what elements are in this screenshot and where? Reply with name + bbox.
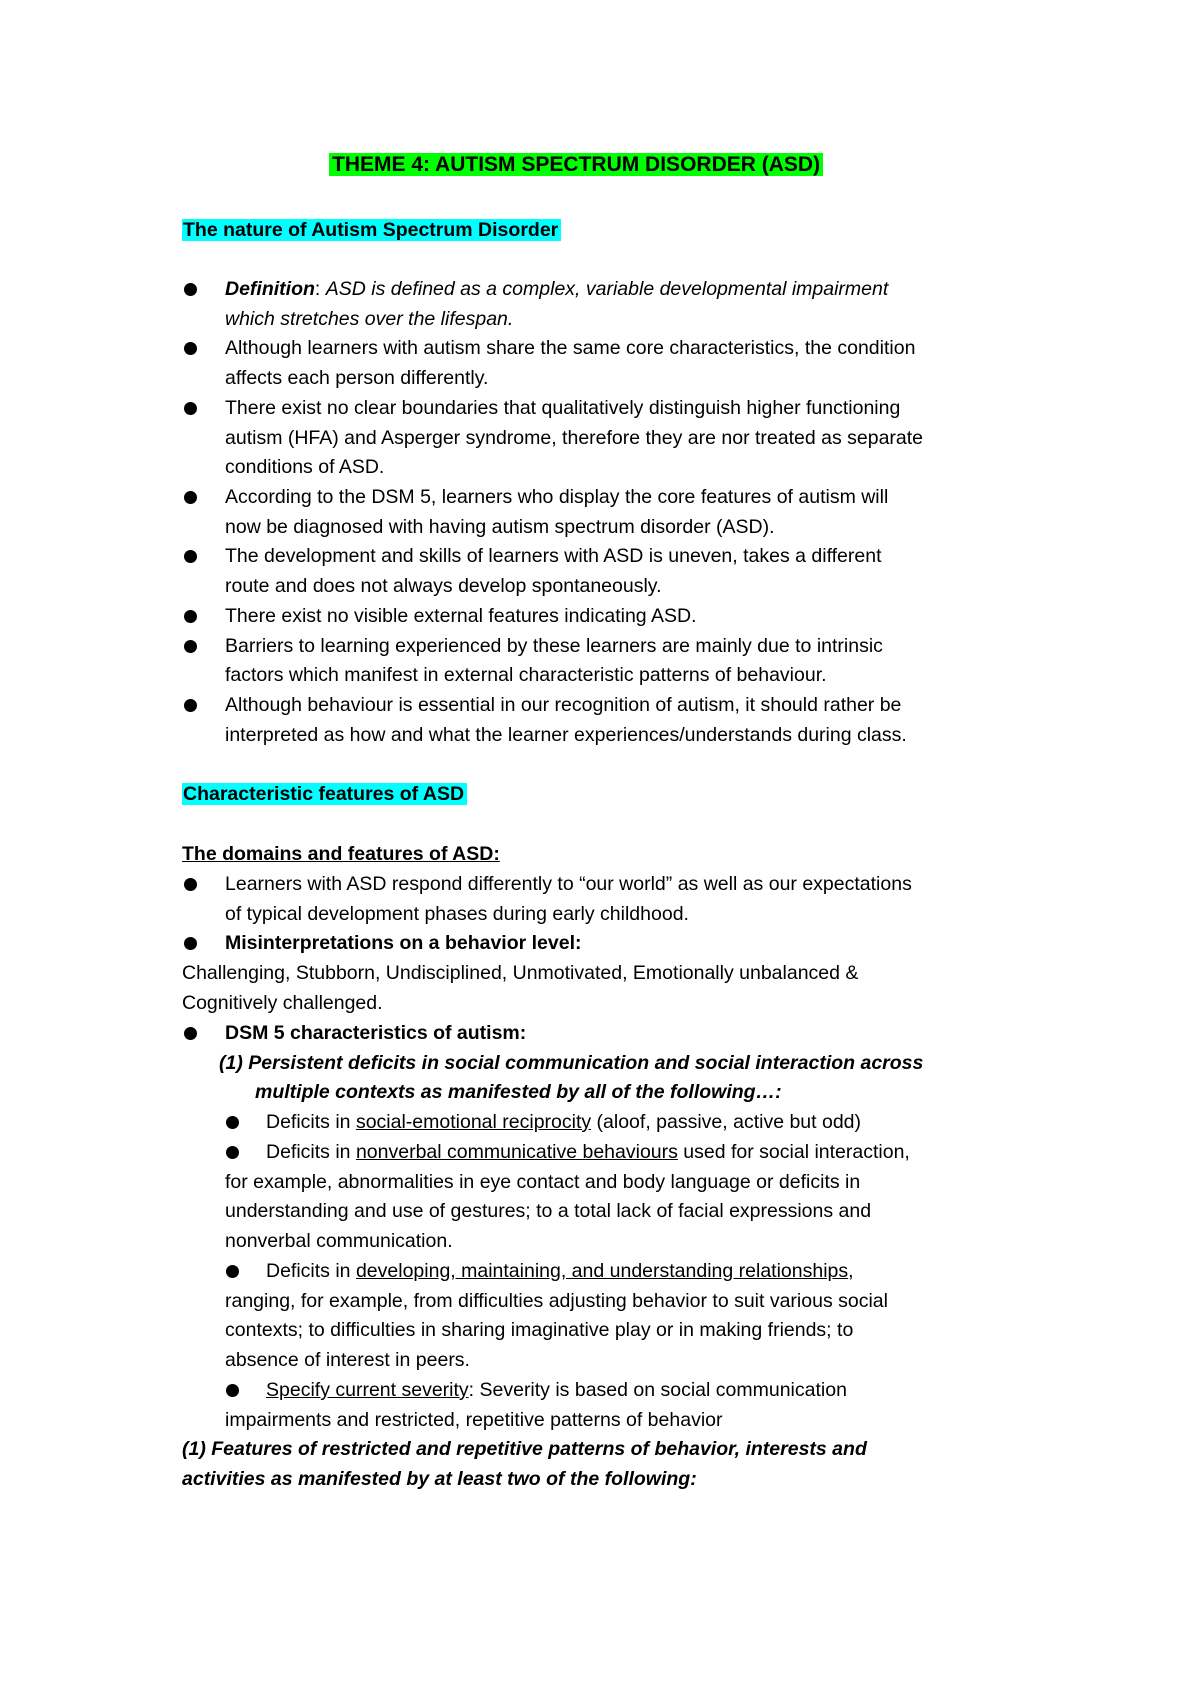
bullet-icon [226,1384,239,1397]
bullet-icon [184,283,197,296]
bullet-7-line-2: factors which manifest in external characteristic patterns of behaviour. [225,664,827,686]
sub-bullet-2-underlined: nonverbal communicative behaviours [355,1141,678,1163]
definition-label: Definition [225,278,315,300]
bullet-icon [226,1146,239,1159]
definition-colon: : [314,278,326,300]
bullet-icon [226,1116,239,1129]
sub-bullet-3-line-4: absence of interest in peers. [225,1349,470,1371]
dsm5-label: DSM 5 characteristics of autism: [225,1022,527,1044]
bullet-8-line-2: interpreted as how and what the learner experiences/understands during class. [225,724,907,746]
sub-bullet-1-pre: Deficits in [266,1111,356,1133]
bullet-icon [184,342,197,355]
sub-bullet-3-line-3: contexts; to difficulties in sharing imaginative play or in making friends; to [225,1319,854,1341]
sub-bullet-2-line-3: understanding and use of gestures; to a total lack of facial expressions and [225,1200,872,1222]
bullet-5-line-2: route and does not always develop spontaneously. [225,575,662,597]
bullet-icon [184,640,197,653]
sub-bullet-3-line-2: ranging, for example, from difficulties adjusting behavior to suit various social [225,1290,888,1312]
sub-bullet-2-line-1 [266,1138,910,1166]
sub-bullet-4-line-2: impairments and restricted, repetitive patterns of behavior [225,1409,723,1431]
sub-bullet-4-post: : Severity is based on social communication [468,1379,847,1401]
title-highlight: THEME 4: AUTISM SPECTRUM DISORDER (ASD) [329,153,823,176]
bullet-8-line-1: Although behaviour is essential in our recognition of autism, it should rather be [225,694,902,716]
definition-line-1 [225,275,888,303]
section-heading-characteristics-text: Characteristic features of ASD [182,783,467,805]
bullet-2-line-1: Although learners with autism share the same core characteristics, the condition [225,337,916,359]
sub-bullet-3-underlined: developing, maintaining, and understanding relationships [355,1260,849,1282]
misinterpretations-label: Misinterpretations on a behavior level: [225,932,582,954]
sub-bullet-3-pre: Deficits in [266,1260,356,1282]
bullet-6-line-1: There exist no visible external features indicating ASD. [225,605,697,627]
bullet-icon [184,610,197,623]
sub-bullet-2-post: used for social interaction, [677,1141,910,1163]
sub-bullet-4-line-1 [266,1376,847,1404]
criterion-2-line-1: (1) Features of restricted and repetitive patterns of behavior, interests and [182,1438,867,1460]
bullet-icon [184,1027,197,1040]
bullet-2-line-2: affects each person differently. [225,367,489,389]
bullet-3-line-1: There exist no clear boundaries that qualitatively distinguish higher functioning [225,397,901,419]
bullet-7-line-1: Barriers to learning experienced by these learners are mainly due to intrinsic [225,635,883,657]
sub-bullet-3-post: , [848,1260,854,1282]
sub-bullet-1-post: (aloof, passive, active but odd) [591,1111,862,1133]
s2-bullet-1-line-1: Learners with ASD respond differently to “our world” as well as our expectations [225,873,912,895]
definition-text: ASD is defined as a complex, variable developmental impairment [325,278,889,300]
page-title [329,151,823,179]
section-heading-nature-text: The nature of Autism Spectrum Disorder [182,219,561,241]
sub-bullet-2-line-2: for example, abnormalities in eye contact and body language or deficits in [225,1171,861,1193]
sub-bullet-2-line-4: nonverbal communication. [225,1230,453,1252]
bullet-3-line-2: autism (HFA) and Asperger syndrome, therefore they are nor treated as separate [225,427,924,449]
bullet-icon [184,402,197,415]
bullet-5-line-1: The development and skills of learners with ASD is uneven, takes a different [225,545,882,567]
bullet-icon [184,550,197,563]
criterion-1-line-1: (1) Persistent deficits in social communication and social interaction across [219,1052,924,1074]
bullet-icon [226,1265,239,1278]
misinterpretations-text-1: Challenging, Stubborn, Undisciplined, Unmotivated, Emotionally unbalanced & [182,962,859,984]
bullet-4-line-2: now be diagnosed with having autism spectrum disorder (ASD). [225,516,775,538]
criterion-1-line-2: multiple contexts as manifested by all of the following…: [255,1081,782,1103]
bullet-icon [184,878,197,891]
domains-subheading: The domains and features of ASD: [182,843,500,865]
sub-bullet-1 [266,1108,861,1136]
bullet-icon [184,937,197,950]
sub-bullet-2-pre: Deficits in [266,1141,356,1163]
bullet-3-line-3: conditions of ASD. [225,456,385,478]
section-heading-characteristics [182,780,467,808]
sub-bullet-1-underlined: social-emotional reciprocity [355,1111,592,1133]
bullet-icon [184,699,197,712]
misinterpretations-text-2: Cognitively challenged. [182,992,383,1014]
criterion-2-line-2: activities as manifested by at least two of the following: [182,1468,697,1490]
sub-bullet-3-line-1 [266,1257,854,1285]
sub-bullet-4-underlined: Specify current severity [266,1379,469,1401]
section-heading-nature [182,216,561,244]
bullet-4-line-1: According to the DSM 5, learners who display the core features of autism will [225,486,889,508]
s2-bullet-1-line-2: of typical development phases during early childhood. [225,903,689,925]
bullet-icon [184,491,197,504]
definition-line-2: which stretches over the lifespan. [225,308,514,330]
